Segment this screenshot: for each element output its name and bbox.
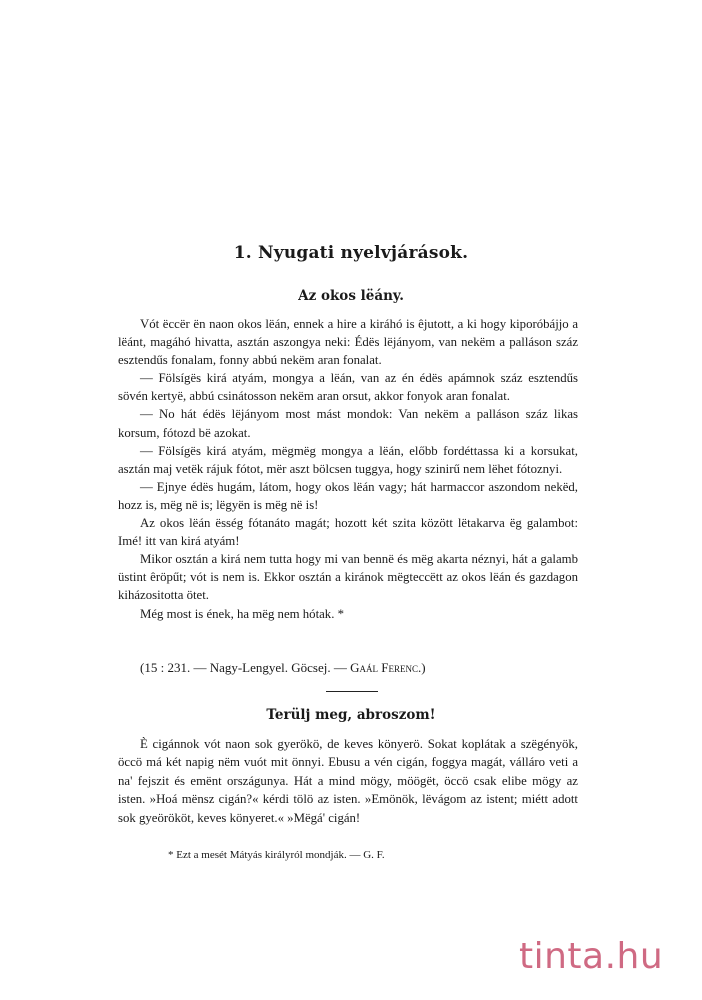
source-citation [140,660,426,676]
paragraph: — Fölsígës kirá atyám, mongya a lëán, van az én édës apámnok száz esztendűs sövén kertyë, abbú csinátosson nekëm aran orsut, akkor fonyok aran fonalat. [118,371,578,404]
paragraph: Még most is ének, ha mëg nem hótak. * [140,606,345,621]
story-text [118,315,578,623]
paragraph: È cigánnok vót naon sok gyerökö, de keves könyerö. Sokat koplátak a szëgényök, öccö má két napig nëm vuót mit önnyi. Ebusu a vén cigán, foggya magát, válláro veti a na' fejszit és emënt országunya. Hát a mind mögy, möögët, öccö csak elibe mögy az isten. »Hoá mënsz cigán?« kérdi tölö az isten. »Emönök, lëvágom az istent; miétt adott sok gyeörököt, keves könyeret.« »Mëgá' cigán! [118,737,578,825]
paragraph: Vót ëccër ën naon okos lëán, ennek a hire a kiráhó is êjutott, a ki hogy kiporóbájjo a lëánt, magáhó hivatta, asztán aszongya neki: Édës lëjányom, van nekëm a palláson száz esztendűs fonalam, fonny abbú nekëm aran fonalat. [118,317,578,368]
paragraph: Az okos lëán ësség fótanáto magát; hozott két szita között lëtakarva ëg galambot: Imé! itt van kirá atyám! [118,516,578,549]
story-title: Az okos lëány. [298,288,404,304]
section-title: 1. Nyugati nyelvjárások. [233,243,469,263]
paragraph: — Ejnye édës hugám, látom, hogy okos lëán vagy; hát harmaccor aszondom nekëd, hozz is, mëg në is; lëgyën is mëg në is! [118,479,578,512]
paragraph: — Fölsígës kirá atyám, mëgmëg mongya a lëán, előbb fordéttassa ki a korsukat, asztán maj vetëk rájuk fótot, mër aszt bölcsen tuggya, hogy szinirű nem lëhet fótoznyi. [118,443,578,476]
citation-suffix: .) [418,660,426,675]
citation-author: Gaál Ferenc [350,660,418,675]
footnote: * Ezt a mesét Mátyás királyról mondják. — G. F. [168,849,385,861]
story-text [118,735,578,827]
watermark-logo: tinta.hu [519,936,664,977]
paragraph: — No hát édës lëjányom most mást mondok: Van nekëm a palláson száz likas korsum, fótozd bë azokat. [118,407,578,440]
section-divider [326,691,378,692]
citation-prefix: (15 : 231. — Nagy-Lengyel. Göcsej. — [140,660,351,675]
paragraph: Mikor osztán a kirá nem tutta hogy mi van bennë és mëg akarta néznyi, hát a galamb üstint êröpűt; vót is nem is. Ekkor osztán a kiránok mëgteccëtt az okos lëán és gazdagon kiházositotta ötet. [118,552,578,603]
story-title: Terülj meg, abroszom! [266,707,436,723]
